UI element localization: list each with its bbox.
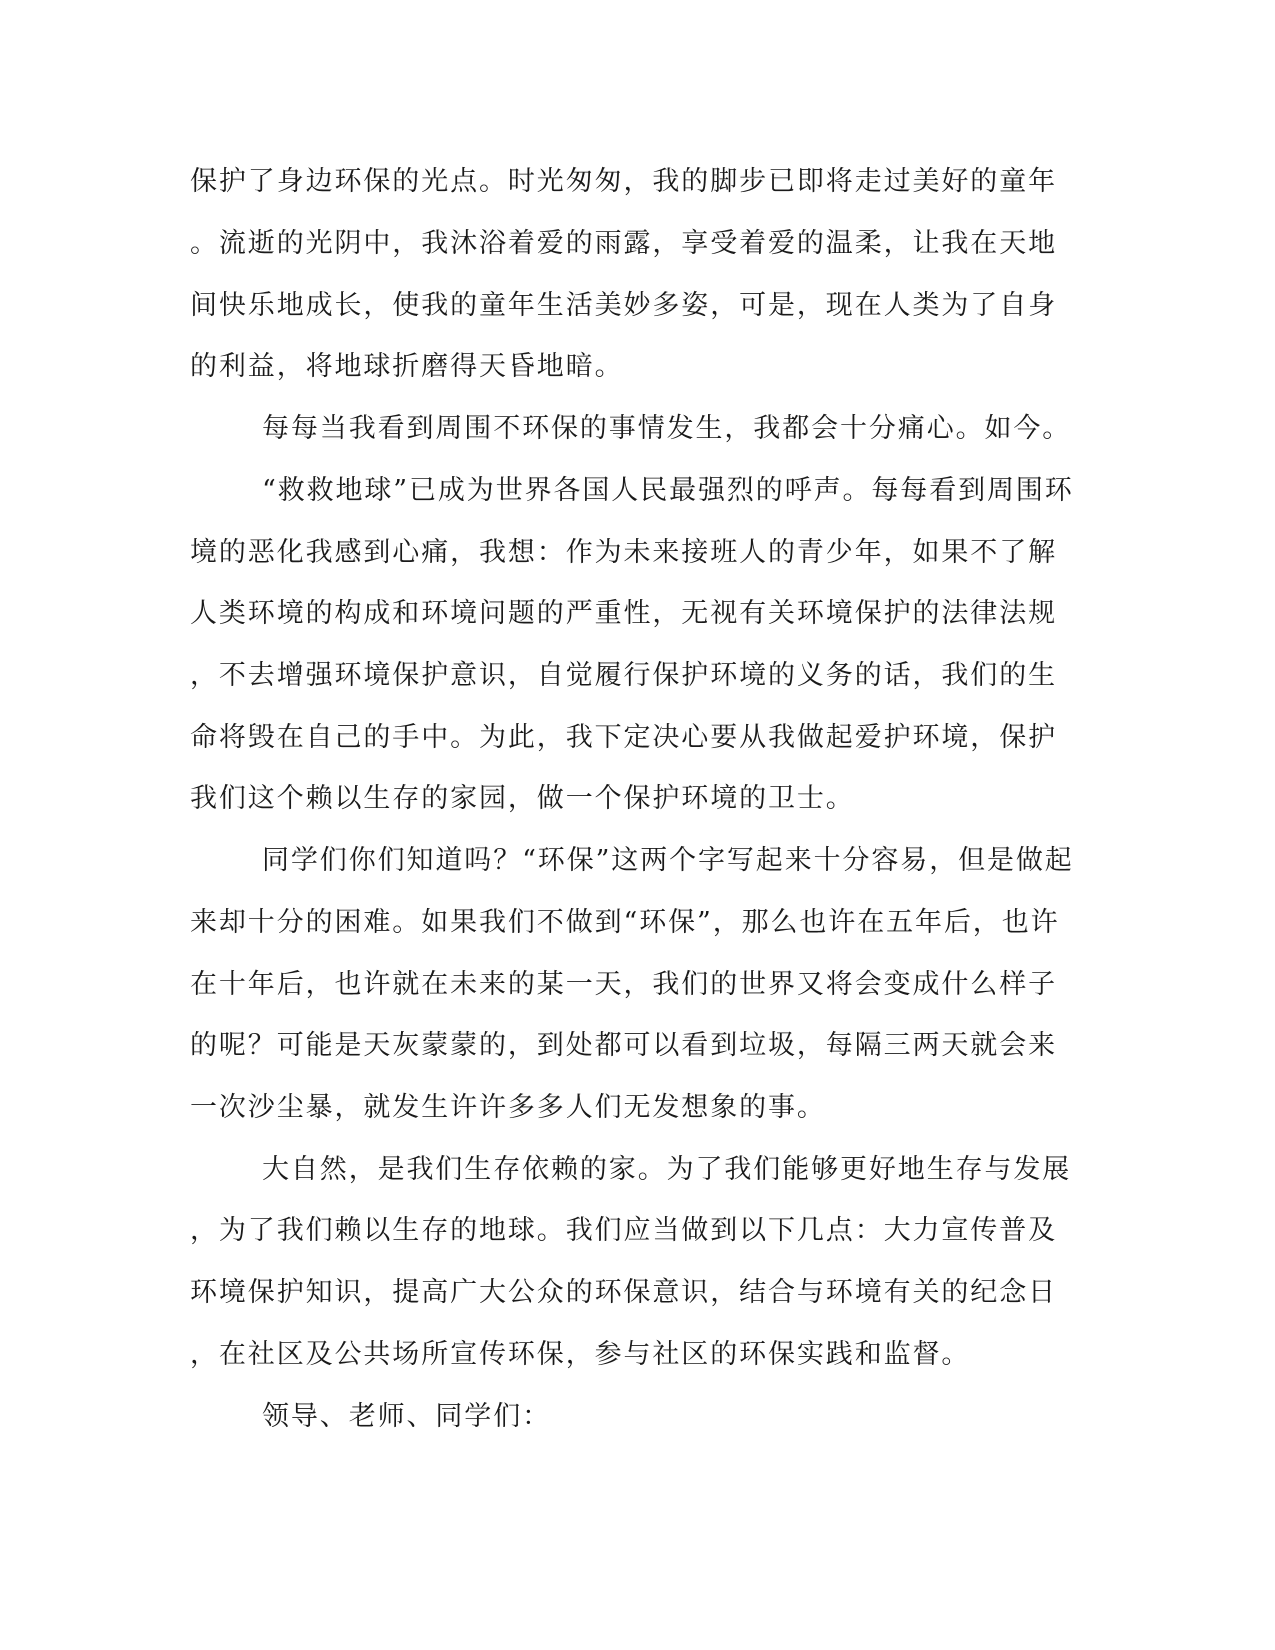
text-line: 我们这个赖以生存的家园，做一个保护环境的卫士。 xyxy=(190,783,855,814)
paragraph-start-line: 同学们你们知道吗？“环保”这两个字写起来十分容易，但是做起 xyxy=(262,845,1074,876)
text-line: 一次沙尘暴，就发生许许多多人们无发想象的事。 xyxy=(190,1092,826,1123)
text-line: 境的恶化我感到心痛，我想：作为未来接班人的青少年，如果不了解 xyxy=(190,537,1057,568)
text-line: ，在社区及公共场所宣传环保，参与社区的环保实践和监督。 xyxy=(190,1339,971,1370)
text-line: 的呢？可能是天灰蒙蒙的，到处都可以看到垃圾，每隔三两天就会来 xyxy=(190,1030,1057,1061)
text-line: 的利益，将地球折磨得天昏地暗。 xyxy=(190,351,624,382)
paragraph-start-line: 每每当我看到周围不环保的事情发生，我都会十分痛心。如今。 xyxy=(262,413,1072,444)
text-line: 人类环境的构成和环境问题的严重性，无视有关环境保护的法律法规 xyxy=(190,598,1057,629)
text-line: ，为了我们赖以生存的地球。我们应当做到以下几点：大力宣传普及 xyxy=(190,1215,1057,1246)
text-line: 间快乐地成长，使我的童年生活美妙多姿，可是，现在人类为了自身 xyxy=(190,290,1057,321)
paragraph-start-line: “救救地球”已成为世界各国人民最强烈的呼声。每每看到周围环 xyxy=(262,475,1074,506)
text-line: 环境保护知识，提高广大公众的环保意识，结合与环境有关的纪念日 xyxy=(190,1277,1057,1308)
text-line: 命将毁在自己的手中。为此，我下定决心要从我做起爱护环境，保护 xyxy=(190,722,1057,753)
text-line: 在十年后，也许就在未来的某一天，我们的世界又将会变成什么样子 xyxy=(190,969,1057,1000)
paragraph-start-line: 大自然，是我们生存依赖的家。为了我们能够更好地生存与发展 xyxy=(262,1154,1072,1185)
text-line: 来却十分的困难。如果我们不做到“环保”，那么也许在五年后，也许 xyxy=(190,907,1060,938)
text-line: 。流逝的光阴中，我沐浴着爱的雨露，享受着爱的温柔，让我在天地 xyxy=(190,228,1057,259)
text-line: ，不去增强环境保护意识，自觉履行保护环境的义务的话，我们的生 xyxy=(190,660,1057,691)
salutation-line: 领导、老师、同学们： xyxy=(262,1401,551,1432)
text-line: 保护了身边环保的光点。时光匆匆，我的脚步已即将走过美好的童年 xyxy=(190,166,1057,197)
